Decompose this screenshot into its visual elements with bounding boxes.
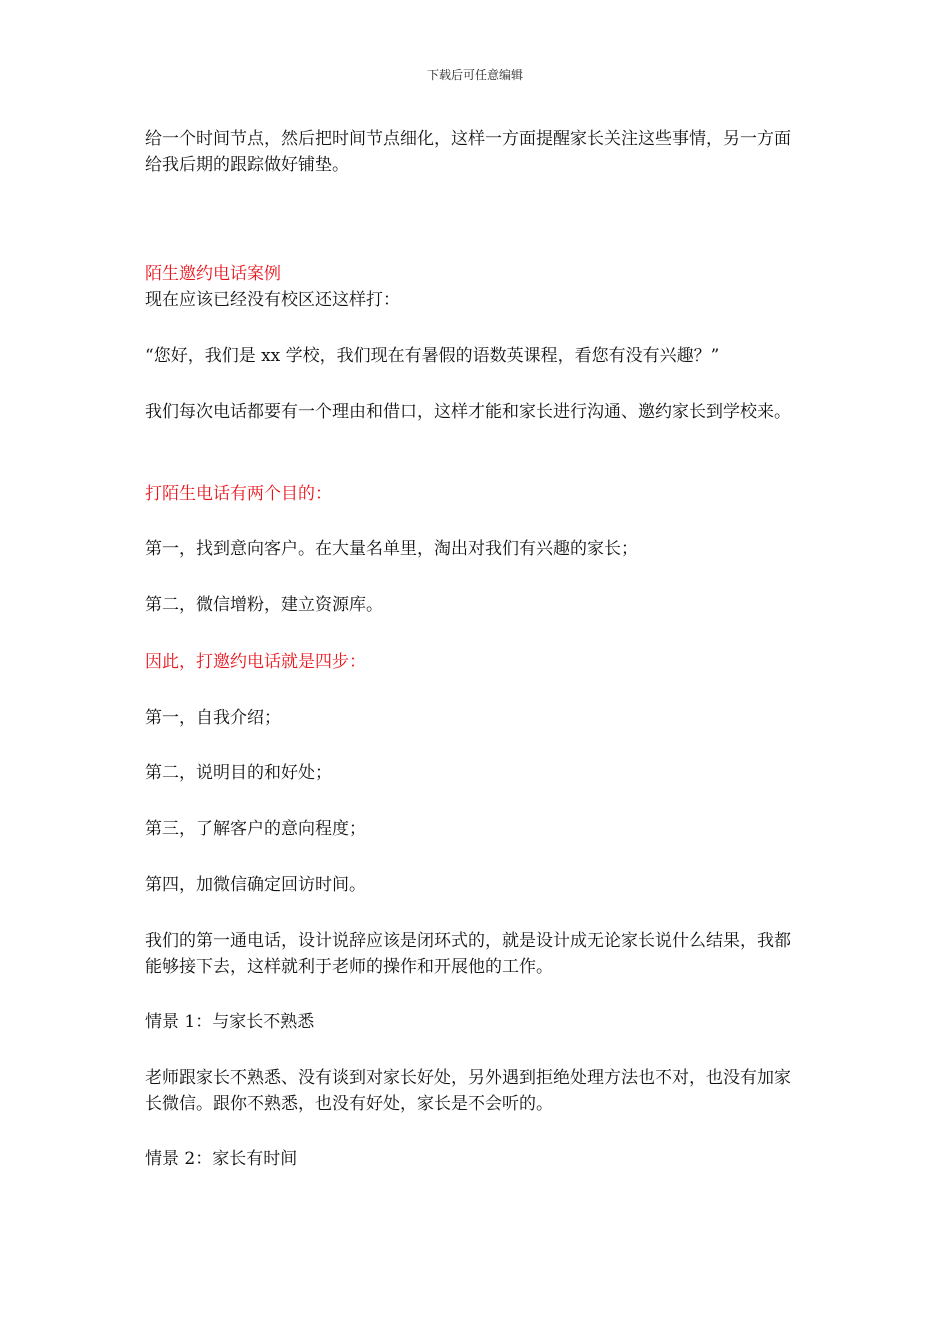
section-heading-cold-call: 陌生邀约电话案例 [145,264,281,284]
paragraph-scenario-1-detail: 老师跟家长不熟悉、没有谈到对家长好处，另外遇到拒绝处理方法也不对，也没有加家长微信。跟你不熟悉，也没有好处，家长是不会听的。 [145,1068,791,1114]
paragraph-step-1: 第一，自我介绍； [145,708,281,728]
paragraph-step-4: 第四，加微信确定回访时间。 [145,875,366,895]
paragraph-scenario-1: 情景 1：与家长不熟悉 [145,1012,315,1032]
heading-two-goals: 打陌生电话有两个目的： [145,484,332,504]
paragraph-intro: 给一个时间节点，然后把时间节点细化，这样一方面提醒家长关注这些事情，另一方面给我后期的跟踪做好铺垫。 [145,129,791,175]
paragraph-goal-2: 第二，微信增粉，建立资源库。 [145,595,383,615]
paragraph-step-2: 第二，说明目的和好处； [145,763,332,783]
paragraph-scenario-2: 情景 2：家长有时间 [145,1149,298,1169]
page-header: 下载后可任意编辑 [426,68,523,82]
paragraph-goal-1: 第一，找到意向客户。在大量名单里，淘出对我们有兴趣的家长； [145,539,638,559]
paragraph-first-call: 我们的第一通电话，设计说辞应该是闭环式的，就是设计成无论家长说什么结果，我都能够接下去，这样就利于老师的操作和开展他的工作。 [145,931,791,977]
paragraph-quote: “您好，我们是 xx 学校，我们现在有暑假的语数英课程，看您有没有兴趣？” [145,346,720,366]
paragraph-current-practice: 现在应该已经没有校区还这样打： [145,290,400,310]
heading-four-steps: 因此，打邀约电话就是四步： [145,652,366,672]
paragraph-step-3: 第三，了解客户的意向程度； [145,819,366,839]
paragraph-reason: 我们每次电话都要有一个理由和借口，这样才能和家长进行沟通、邀约家长到学校来。 [145,402,791,422]
